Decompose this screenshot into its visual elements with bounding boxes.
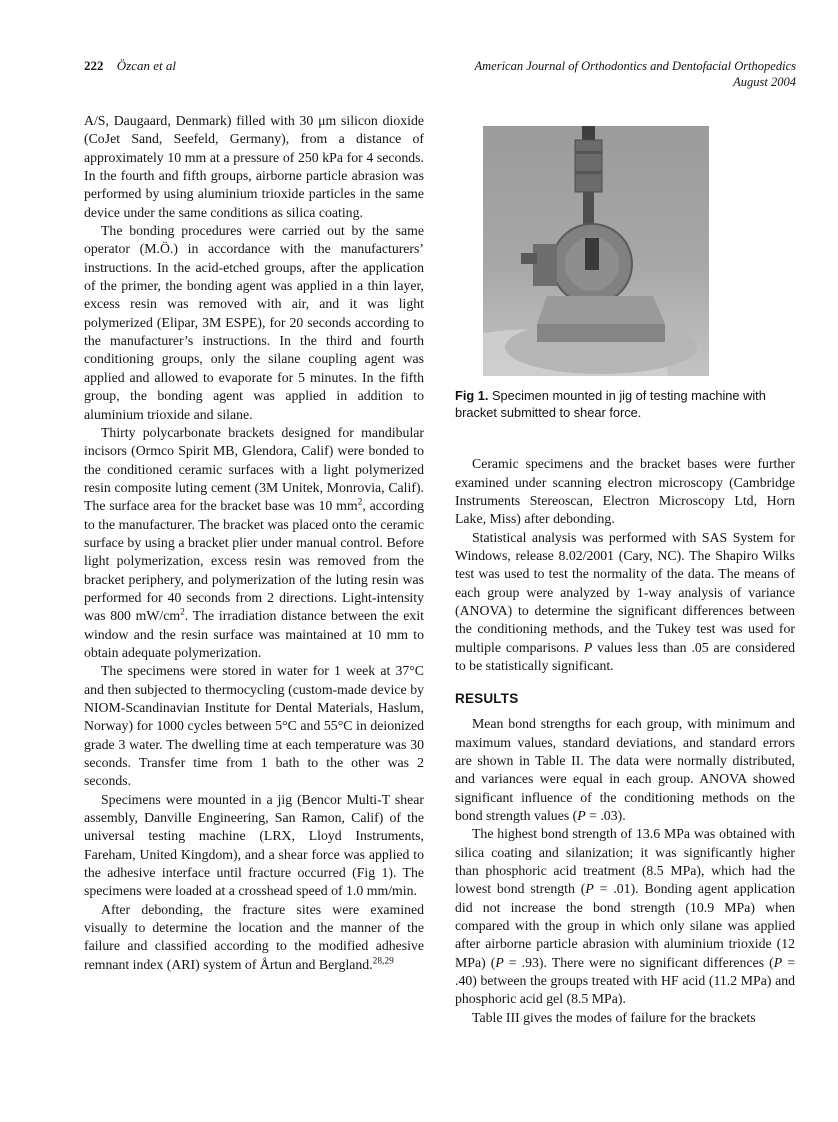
figure-caption xyxy=(455,388,795,421)
paragraph-sem: Ceramic specimens and the bracket bases were further examined under scanning electron microscopy (Cambridge Instruments Stereoscan, Electron Microscopy Ltd, Horn Lake, Miss) after debonding. xyxy=(455,456,795,527)
left-column xyxy=(84,112,424,1027)
paragraph-results-2: The highest bond strength of 13.6 MPa was obtained with silica coating and silanization; it was significantly higher than phosphoric acid treatment (8.5 MPa), which had the lowest bond strength (P = .01). Bonding agent application did not increase the bond strength (10.9 MPa) when compared with the group in which only silane was applied after airborne particle abrasion with aluminium trioxide (12 MPa) (P = .93). There were no significant differences (P = .40) between the groups treated with HF acid (11.2 MPa) and phosphoric acid gel (8.5 MPa). xyxy=(455,826,795,1007)
paragraph-brackets: Thirty polycarbonate brackets designed for mandibular incisors (Ormco Spirit MB, Glendora, Calif) were bonded to the conditioned ceramic surfaces with a light polymerized resin composite luting cement (3M Unitek, Monrovia, Calif). The surface area for the bracket base was 10 $mm^2$, according to the manufacturer. The bracket was placed onto the ceramic surface by using a bracket plier under manual control. Before light polymerization, excess resin was removed from the bracket periphery, and polymerization of the luting resin was performed for 40 seconds from 2 directions. Light-intensity was 800 $mW/cm^2$. The irradiation distance between the exit window and the resin surface was maintained at 10 mm to obtain adequate polymerization. xyxy=(84,424,424,660)
figure-caption-text: Specimen mounted in jig of testing machine with bracket submitted to shear force. xyxy=(455,388,766,420)
page-header xyxy=(84,58,796,91)
running-authors: Özcan et al xyxy=(116,58,176,73)
paragraph-bonding-procedures: The bonding procedures were carried out by the same operator (M.Ö.) in accordance with the manufacturers’ instructions. In the acid-etched groups, after the application of the primer, the bonding agent was applied in a thin layer, excess resin was removed with air, and it was light polymerized (Elipar, 3M ESPE), for 20 seconds according to the manufacturer’s instructions. In the third and fourth conditioning groups, only the silane coupling agent was applied and allowed to evaporate for 5 minutes. In the fifth group, the bonding agent was applied in addition to aluminium trioxide and silane. xyxy=(84,223,424,422)
page-number: 222 xyxy=(84,58,104,73)
paragraph-statistics: Statistical analysis was performed with SAS System for Windows, release 8.02/2001 (Cary, NC). The Shapiro Wilks test was used to test the normality of the data. The means of each group were analyzed by 1-way analysis of variance (ANOVA) to determine the significant differences between the conditioning methods, and the Tukey test was used for multiple comparisons. P values less than .05 are considered to be statistically significant. xyxy=(455,529,795,674)
right-column xyxy=(455,112,795,1027)
body-columns xyxy=(84,112,796,1027)
paragraph-thermocycling: The specimens were stored in water for 1 week at 37°C and then subjected to thermocycling (custom-made device by NIOM-Scandinavian Institute for Dental Materials, Haslum, Norway) for 1000 cycles between 5°C and 55°C in deionized grade 3 water. The dwelling time at each temperature was 30 seconds. Transfer time from 1 bath to the other was 2 seconds. xyxy=(84,663,424,789)
results-heading: RESULTS xyxy=(455,691,519,707)
header-right xyxy=(475,58,797,91)
figure-1 xyxy=(455,126,795,421)
paragraph-shear-test: Specimens were mounted in a jig (Bencor Multi-T shear assembly, Danville Engineering, San Ramon, Calif) of the universal testing machine (LRX, Lloyd Instruments, Fareham, United Kingdom), and a shear force was applied to the adhesive interface until fracture occurred (Fig 1). The specimens were loaded at a crosshead speed of 1.0 mm/min. xyxy=(84,791,424,899)
header-left xyxy=(84,58,176,74)
paragraph-results-3: Table III gives the modes of failure for the brackets xyxy=(472,1009,756,1025)
journal-issue-date: August 2004 xyxy=(733,75,796,90)
paragraph-ari: After debonding, the fracture sites were examined visually to determine the location and the manner of the failure and classified according to the modified adhesive remnant index (ARI) system of Årtun and Bergland.$^{28,29}$ xyxy=(84,901,424,972)
paragraph-results-1: Mean bond strengths for each group, with minimum and maximum values, standard deviations, and standard errors are shown in Table II. The data were normally distributed, and variances were equal in each group. ANOVA showed significant influence of the conditioning methods on the bond strength values (P = .03). xyxy=(455,716,795,824)
testing-machine-photo xyxy=(483,126,709,376)
paragraph-methods-continued: A/S, Daugaard, Denmark) filled with 30 μm silicon dioxide (CoJet Sand, Seefeld, Germany), from a distance of approximately 10 mm at a pressure of 250 kPa for 4 seconds. In the fourth and fifth groups, airborne particle abrasion was performed by using aluminium trioxide particles in the same device under the same conditions as silica coating. xyxy=(84,113,424,220)
figure-caption-label: Fig 1. xyxy=(455,388,489,403)
journal-title: American Journal of Orthodontics and Dentofacial Orthopedics xyxy=(474,59,796,73)
